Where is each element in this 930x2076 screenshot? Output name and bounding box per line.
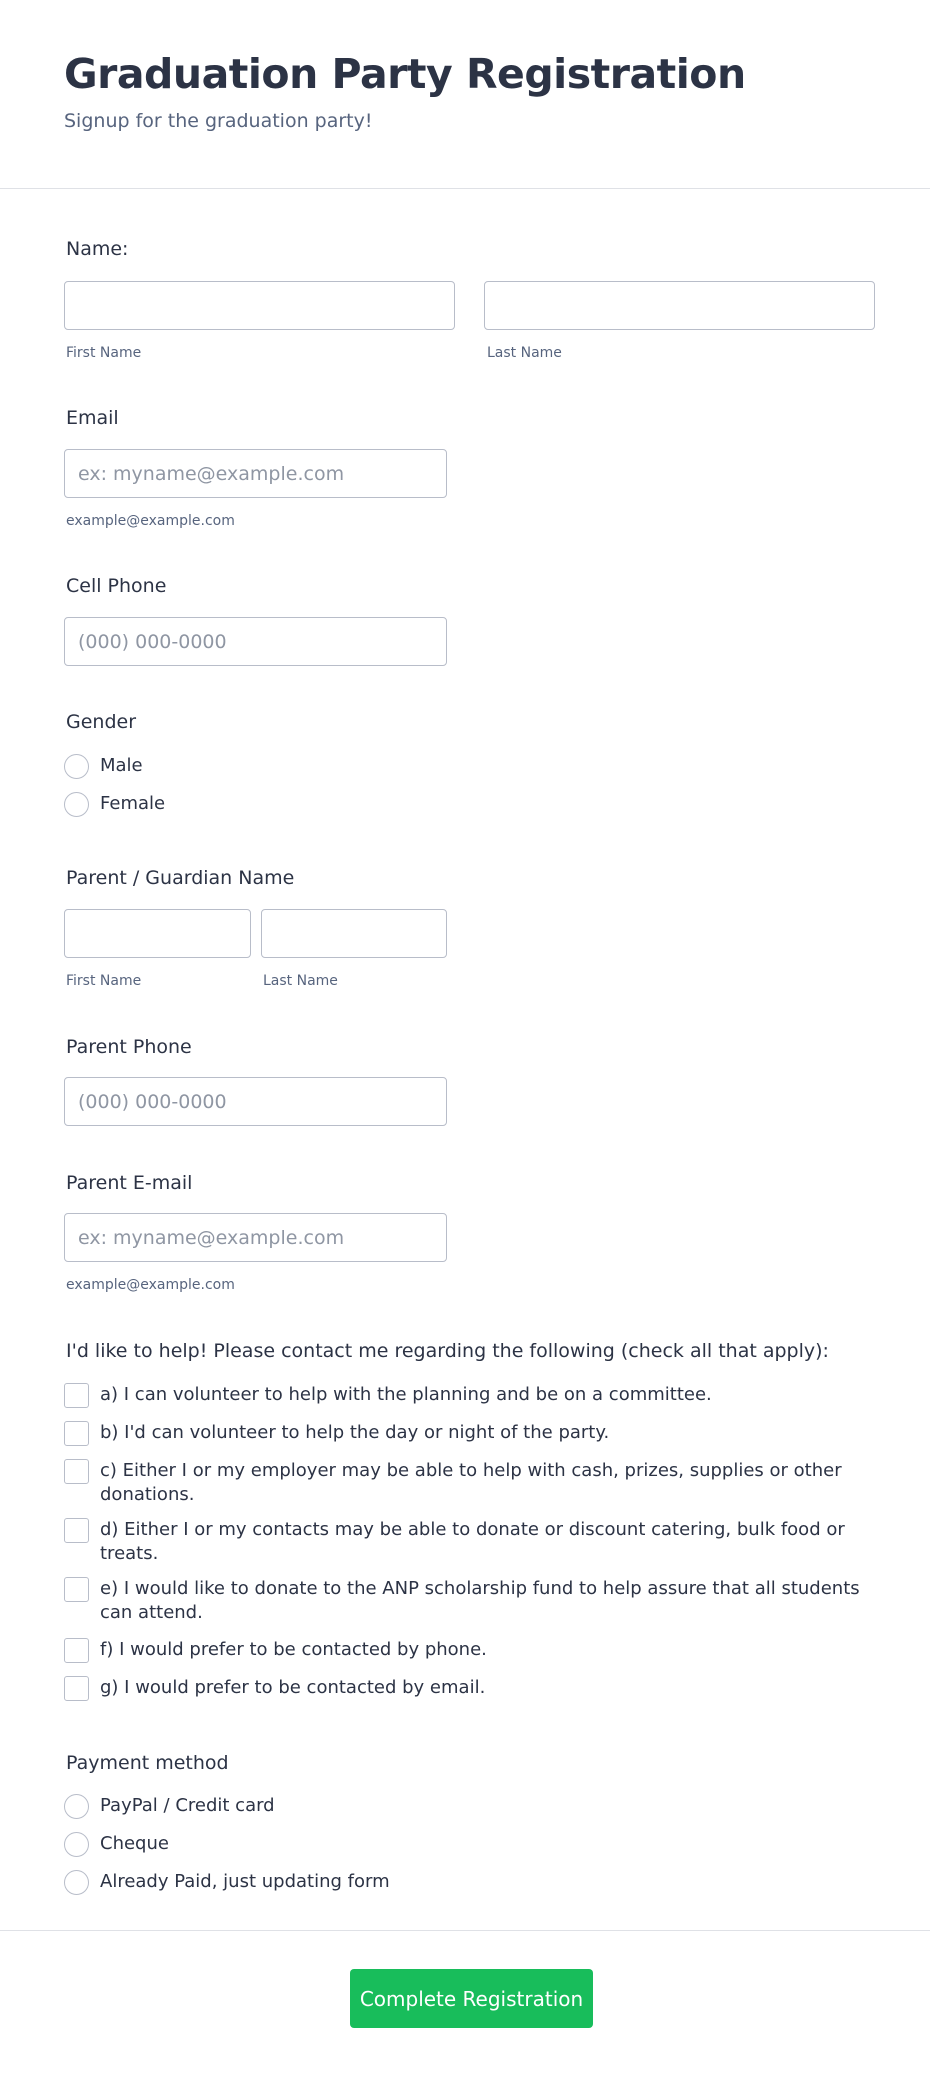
help-option-label: e) I would like to donate to the ANP scholarship fund to help assure that all students can attend.: [100, 1578, 860, 1623]
checkbox[interactable]: [64, 1383, 89, 1408]
checkbox[interactable]: [64, 1518, 89, 1543]
help-label: I'd like to help! Please contact me regarding the following (check all that apply):: [66, 1340, 829, 1362]
parent-last-name-sublabel: Last Name: [263, 973, 338, 989]
gender-option-label: Female: [100, 793, 166, 814]
checkbox[interactable]: [64, 1421, 89, 1446]
help-option-label: g) I would prefer to be contacted by email.: [100, 1677, 486, 1698]
payment-option-paypal[interactable]: [64, 1794, 275, 1819]
help-option-label: c) Either I or my employer may be able to help with cash, prizes, supplies or other donations.: [100, 1460, 842, 1505]
gender-option-male[interactable]: [64, 754, 143, 779]
parent-name-label: Parent / Guardian Name: [66, 867, 295, 889]
form-title: Graduation Party Registration: [64, 50, 746, 98]
help-option-label: b) I'd can volunteer to help the day or night of the party.: [100, 1422, 610, 1443]
radio-button[interactable]: [64, 1832, 89, 1857]
radio-button[interactable]: [64, 792, 89, 817]
payment-label: Payment method: [66, 1752, 229, 1774]
first-name-sublabel: First Name: [66, 345, 142, 361]
help-option-b[interactable]: [64, 1421, 860, 1446]
help-option-c[interactable]: [64, 1459, 860, 1507]
email-input[interactable]: [64, 449, 447, 498]
payment-option-label: PayPal / Credit card: [100, 1795, 275, 1816]
payment-option-already-paid[interactable]: [64, 1870, 390, 1895]
parent-phone-input[interactable]: [64, 1077, 447, 1126]
footer-divider: [0, 1930, 930, 1931]
parent-email-sublabel: example@example.com: [66, 1277, 235, 1293]
checkbox[interactable]: [64, 1577, 89, 1602]
email-sublabel: example@example.com: [66, 513, 235, 529]
form-subtitle: Signup for the graduation party!: [64, 110, 373, 132]
parent-first-name-input[interactable]: [64, 909, 251, 958]
help-option-a[interactable]: [64, 1383, 860, 1408]
radio-button[interactable]: [64, 1794, 89, 1819]
gender-option-label: Male: [100, 755, 143, 776]
parent-phone-label: Parent Phone: [66, 1036, 192, 1058]
help-option-label: a) I can volunteer to help with the planning and be on a committee.: [100, 1384, 712, 1405]
cell-phone-label: Cell Phone: [66, 575, 167, 597]
checkbox[interactable]: [64, 1459, 89, 1484]
last-name-sublabel: Last Name: [487, 345, 562, 361]
help-option-g[interactable]: [64, 1676, 860, 1701]
radio-button[interactable]: [64, 754, 89, 779]
name-label: Name:: [66, 238, 129, 260]
payment-option-cheque[interactable]: [64, 1832, 169, 1857]
complete-registration-button[interactable]: Complete Registration: [350, 1969, 593, 2028]
gender-option-female[interactable]: [64, 792, 165, 817]
parent-last-name-input[interactable]: [261, 909, 447, 958]
payment-option-label: Cheque: [100, 1833, 169, 1854]
checkbox[interactable]: [64, 1676, 89, 1701]
first-name-input[interactable]: [64, 281, 455, 330]
radio-button[interactable]: [64, 1870, 89, 1895]
help-option-f[interactable]: [64, 1638, 860, 1663]
parent-email-label: Parent E-mail: [66, 1172, 193, 1194]
help-option-label: d) Either I or my contacts may be able to donate or discount catering, bulk food or treats.: [100, 1519, 845, 1564]
cell-phone-input[interactable]: [64, 617, 447, 666]
help-option-e[interactable]: [64, 1577, 860, 1625]
checkbox[interactable]: [64, 1638, 89, 1663]
last-name-input[interactable]: [484, 281, 875, 330]
gender-label: Gender: [66, 711, 137, 733]
payment-option-label: Already Paid, just updating form: [100, 1871, 390, 1892]
form-header: [0, 0, 930, 189]
email-label: Email: [66, 407, 119, 429]
help-option-label: f) I would prefer to be contacted by phone.: [100, 1639, 487, 1660]
help-option-d[interactable]: [64, 1518, 860, 1566]
parent-first-name-sublabel: First Name: [66, 973, 142, 989]
parent-email-input[interactable]: [64, 1213, 447, 1262]
